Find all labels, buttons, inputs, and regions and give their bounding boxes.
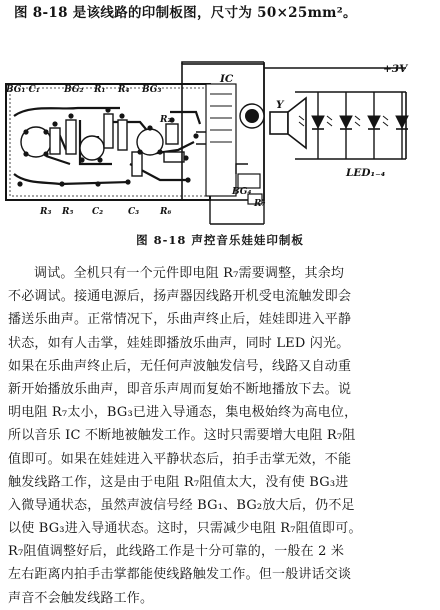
label-r5: R₅ (62, 207, 74, 217)
capacitor-c3-body (132, 152, 142, 176)
label-r3: R₃ (40, 207, 52, 217)
body-line: 入微导通状态，虽然声波信号经 BG₁、BG₂放大后，仍不足 (8, 497, 355, 513)
resistor-r4-body (118, 120, 127, 150)
label-bg4: BG₄ (232, 187, 252, 197)
capacitor-c1-body (50, 128, 60, 154)
label-r6: R₆ (160, 207, 172, 217)
body-line: 如果在乐曲声终止后，无任何声波触发信号，线路又自动重 (8, 358, 352, 374)
body-line: 左右距离内拍手击掌都能使线路触发工作。但一般讲话交谈 (8, 567, 352, 583)
body-line: 新开始播放乐曲声，即音乐声周而复始不断地播放下去。说 (8, 381, 352, 397)
led-4-icon (383, 92, 408, 159)
led-array (299, 92, 408, 159)
body-line: 播送乐曲声。正常情况下，乐曲声终止后，娃娃即进入平静 (8, 312, 352, 328)
label-y: Y (276, 99, 284, 111)
label-bg1-c1: BG₁ C₁ (6, 85, 40, 95)
body-line: 值即可。如果在娃娃进入平静状态后，拍手击掌无效，不能 (8, 451, 352, 467)
label-ic: IC (220, 73, 234, 85)
figure-caption: 图 8-18 声控音乐娃娃印制板 (136, 233, 304, 247)
resistor-r7-body (164, 152, 184, 162)
capacitor-c2-body (166, 124, 178, 144)
label-r1: R₁ (94, 85, 106, 95)
label-c3: C₃ (128, 207, 140, 217)
intro-sentence: 图 8-18 是该线路的印制板图，尺寸为 50×25mm²。 (14, 5, 357, 21)
ic-chip-body (206, 84, 236, 196)
label-c2: C₂ (92, 207, 104, 217)
label-bg2: BG₂ (64, 85, 84, 95)
body-line: 以使 BG₃进入导通状态。这时，只需减少电阻 R₇阻值即可。 (8, 521, 362, 537)
body-line: 调试。全机只有一个元件即电阻 R₇需要调整，其余均 (34, 266, 345, 281)
transistor-bg2-body (80, 136, 104, 160)
pcb-figure (0, 24, 440, 246)
body-line: 触发线路工作，这是由于电阻 R₇阻值太大，没有使 BG₃进 (8, 474, 349, 490)
label-r7: R₇ (254, 199, 266, 209)
body-line: 状态，如有人击掌，娃娃即播放乐曲声，同时 LED 闪光。 (8, 335, 350, 351)
speaker-icon (270, 112, 288, 134)
label-r4: R₄ (118, 85, 130, 95)
body-line: 声音不会触发线路工作。 (8, 590, 154, 606)
resistor-r1-body (104, 114, 113, 148)
label-plus-3v: +3V (383, 63, 408, 75)
body-line: 所以音乐 IC 不断地被触发工作。这时只需要增大电阻 R₇阻 (8, 428, 356, 444)
pcb-drawing (0, 24, 440, 246)
label-bg3: BG₃ (142, 85, 162, 95)
label-r2: R₂ (160, 115, 172, 125)
body-line: 明电阻 R₇太小，BG₃已进入导通态，集电极始终为高电位， (8, 405, 358, 421)
resistor-r2-body (66, 120, 76, 154)
label-led-1-4: LED₁₋₄ (346, 167, 386, 179)
transistor-bg4-body (238, 174, 260, 188)
led-2-icon (327, 92, 352, 159)
led-3-icon (355, 92, 380, 159)
body-line: R₇阻值调整好后，此线路工作是十分可靠的，一般在 2 米 (8, 544, 345, 560)
body-paragraphs (8, 262, 434, 610)
body-line: 不必调试。接通电源后，扬声器因线路开机受电流触发即会 (8, 289, 352, 305)
